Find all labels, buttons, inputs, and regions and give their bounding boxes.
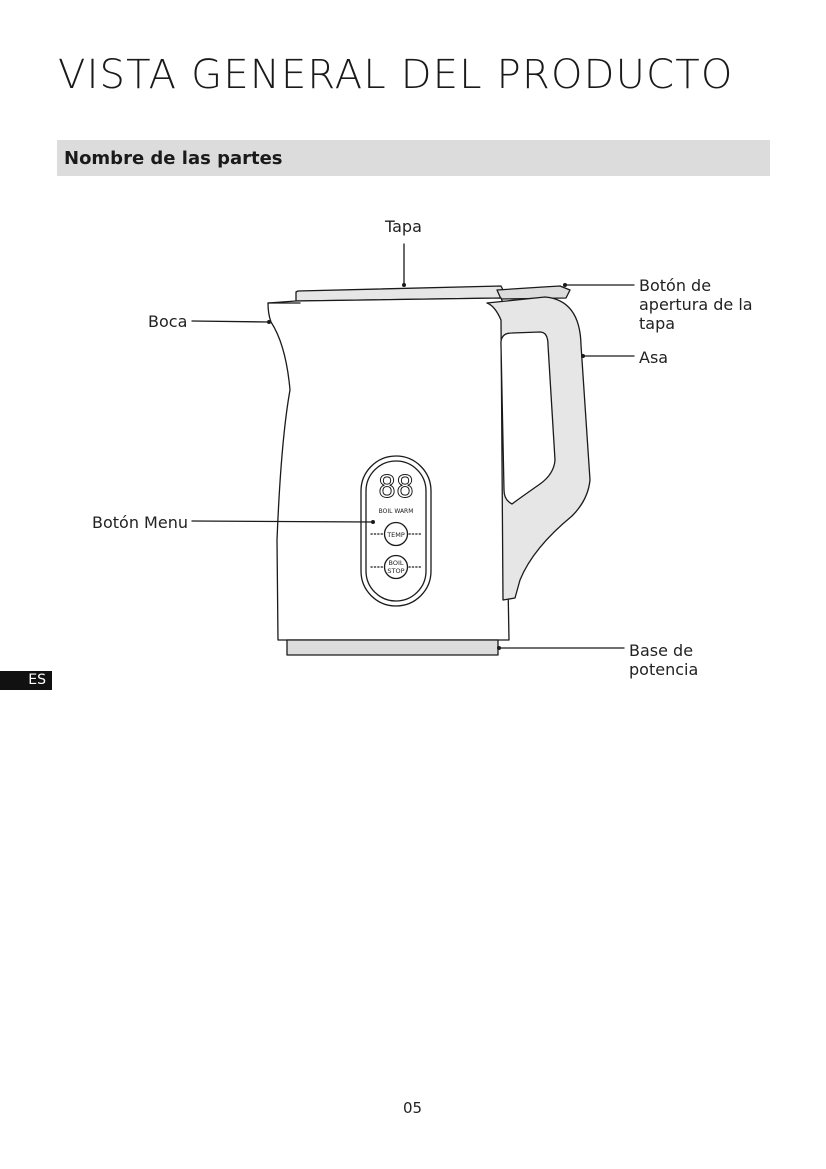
label-boton-apertura: Botón de apertura de la tapa <box>639 276 753 333</box>
kettle-lid-button <box>497 286 570 299</box>
temp-button-label: TEMP <box>387 531 405 539</box>
leader-boca <box>192 321 268 322</box>
language-tab <box>0 671 52 690</box>
panel-display: 88 <box>377 470 415 505</box>
label-asa: Asa <box>639 348 669 367</box>
stop-button-label: STOP <box>387 567 405 575</box>
language-label: ES <box>28 672 46 688</box>
label-boton-menu: Botón Menu <box>92 513 188 532</box>
label-tapa: Tapa <box>385 217 422 236</box>
kettle-handle-grip <box>501 332 555 504</box>
label-boca: Boca <box>148 312 188 331</box>
section-title: Nombre de las partes <box>64 148 283 169</box>
page-title: VISTA GENERAL DEL PRODUCTO <box>58 52 734 98</box>
label-base-potencia: Base de potencia <box>629 641 699 679</box>
panel-modes: BOIL WARM <box>378 508 414 515</box>
boil-button-label: BOIL <box>388 559 404 567</box>
page-number: 05 <box>403 1099 423 1117</box>
power-base <box>287 640 498 655</box>
